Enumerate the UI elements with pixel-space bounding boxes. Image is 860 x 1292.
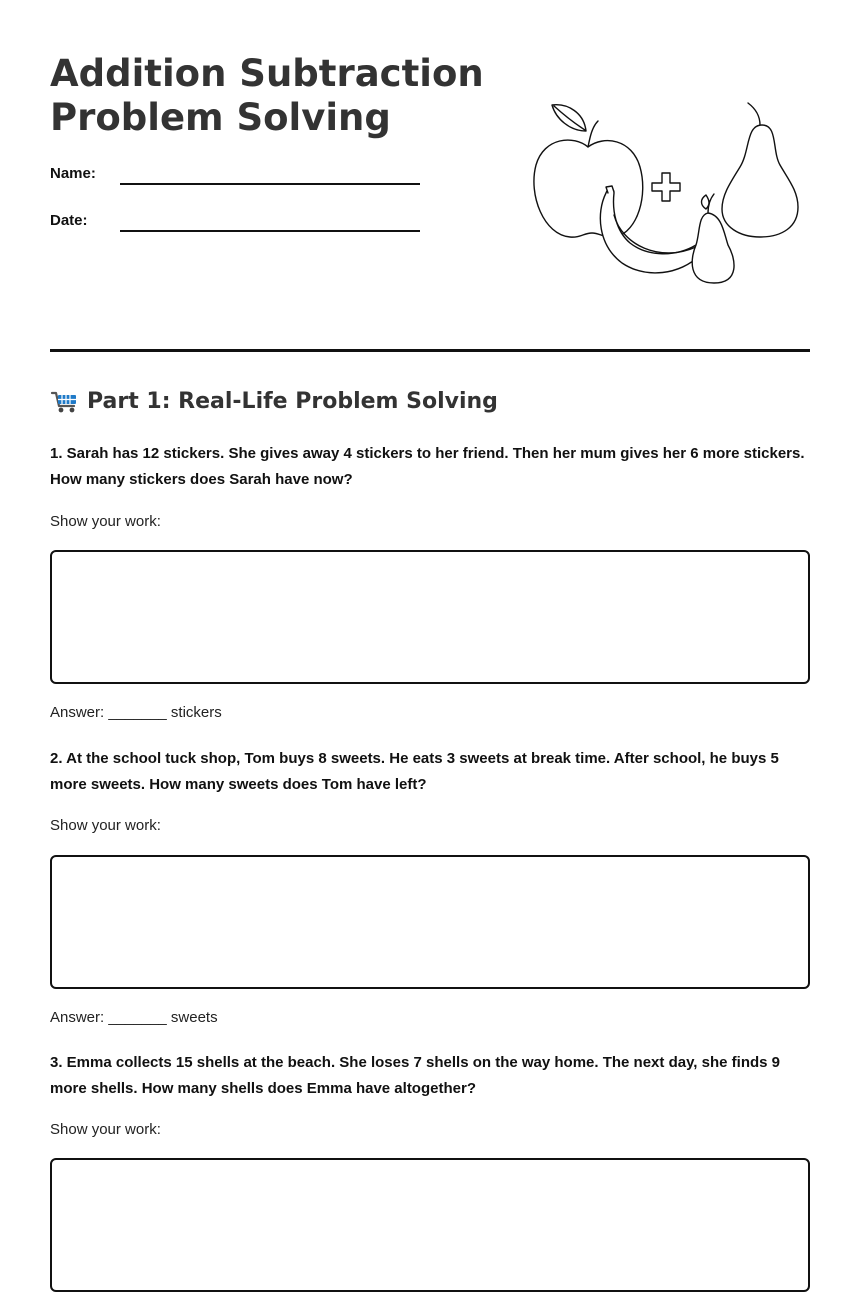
date-label: Date: xyxy=(50,212,88,229)
shopping-cart-icon xyxy=(50,386,80,416)
problem-2-text: 2. At the school tuck shop, Tom buys 8 sweets. He eats 3 sweets at break time. After school, he buys 5 more sweets. How many sweets does Tom have left? xyxy=(50,750,779,793)
header-divider xyxy=(50,349,810,352)
date-line[interactable] xyxy=(120,230,420,232)
fruit-illustration xyxy=(530,95,810,295)
problem-3-work-label: Show your work: xyxy=(50,1121,161,1138)
problem-3-work-box[interactable] xyxy=(50,1158,810,1292)
pear-icon xyxy=(722,103,798,237)
problem-2-work-box[interactable] xyxy=(50,855,810,989)
problem-2-answer: Answer: _______ sweets xyxy=(50,1009,218,1026)
problem-1-work-label: Show your work: xyxy=(50,513,161,530)
section-heading xyxy=(50,386,498,416)
problem-1-text: 1. Sarah has 12 stickers. She gives away 4 stickers to her friend. Then her mum gives her 6 more stickers. How many stickers does Sarah have now? xyxy=(50,445,805,488)
name-field xyxy=(50,165,430,189)
problem-1-answer: Answer: _______ stickers xyxy=(50,704,222,721)
worksheet-page xyxy=(50,0,810,1161)
page-title xyxy=(50,52,520,140)
title-line-2: Problem Solving xyxy=(50,96,391,139)
name-label: Name: xyxy=(50,165,96,182)
problem-3-text: 3. Emma collects 15 shells at the beach. She loses 7 shells on the way home. The next day, she finds 9 more shells. How many shells does Emma have altogether? xyxy=(50,1054,780,1097)
name-line[interactable] xyxy=(120,183,420,185)
problem-1-work-box[interactable] xyxy=(50,550,810,684)
section-title: Part 1: Real-Life Problem Solving xyxy=(87,388,498,414)
problem-2-work-label: Show your work: xyxy=(50,817,161,834)
apple-icon xyxy=(534,105,643,238)
plus-icon xyxy=(652,173,680,201)
title-line-1: Addition Subtraction xyxy=(50,52,484,95)
date-field xyxy=(50,212,430,236)
